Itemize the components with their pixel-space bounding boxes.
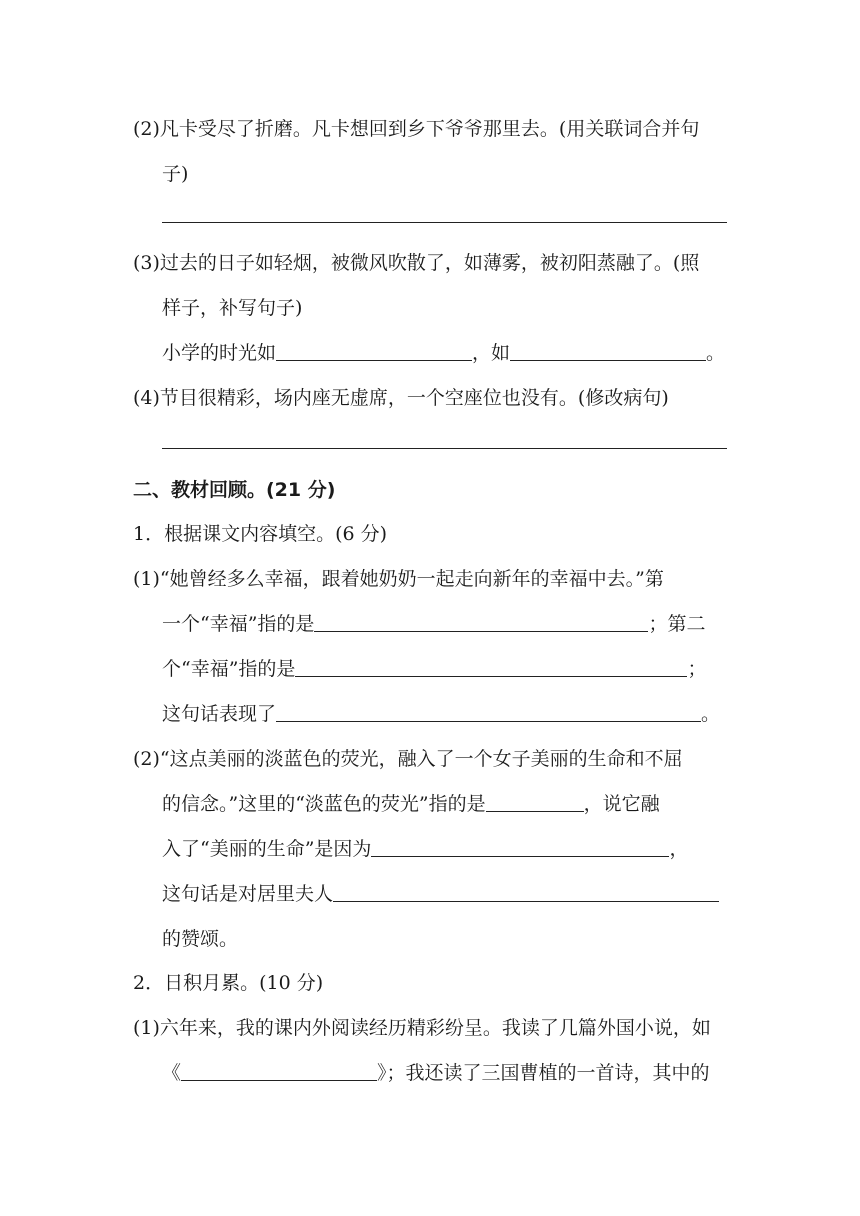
sub-question-1-fill-line bbox=[162, 611, 705, 637]
fill-text: ；第二 bbox=[648, 613, 706, 635]
answer-blank[interactable] bbox=[486, 793, 584, 812]
question-2-prompt-cont: 子) bbox=[162, 163, 189, 185]
fill-text: 个“幸福”指的是 bbox=[162, 658, 296, 680]
fill-text: 的信念。”这里的“淡蓝色的荧光”指的是 bbox=[162, 793, 486, 815]
answer-blank-line[interactable] bbox=[162, 222, 727, 223]
question-4-prompt: (4)节目很精彩，场内座无虚席，一个空座位也没有。(修改病句) bbox=[133, 387, 669, 409]
question-3-prompt-cont: 样子，补写句子) bbox=[162, 297, 303, 319]
fill-text: 。 bbox=[701, 703, 721, 725]
answer-blank[interactable] bbox=[314, 613, 648, 632]
answer-blank[interactable] bbox=[295, 658, 687, 677]
answer-blank-line[interactable] bbox=[162, 448, 727, 449]
sub-question-2-fill-line bbox=[162, 791, 660, 817]
question-2-prompt: (2)凡卡受尽了折磨。凡卡想回到乡下爷爷那里去。(用关联词合并句 bbox=[133, 118, 700, 140]
sub-question-1-fill-line bbox=[162, 1060, 710, 1086]
sub-question-1-fill-line bbox=[162, 656, 706, 682]
sub-question-2-prompt: (2)“这点美丽的淡蓝色的荧光，融入了一个女子美丽的生命和不屈 bbox=[133, 748, 683, 770]
answer-blank[interactable] bbox=[181, 1062, 377, 1081]
fill-text: 这句话是对居里夫人 bbox=[162, 883, 334, 905]
fill-text: ，如 bbox=[472, 342, 511, 364]
fill-text: 这句话表现了 bbox=[162, 703, 277, 725]
answer-blank[interactable] bbox=[276, 703, 701, 722]
answer-blank[interactable] bbox=[333, 883, 719, 902]
sub-question-1-fill-line bbox=[162, 701, 720, 727]
fill-text: 小学的时光如 bbox=[162, 342, 277, 364]
question-3-fill-line bbox=[162, 340, 725, 366]
section-heading: 二、教材回顾。(21 分) bbox=[133, 479, 336, 501]
answer-blank[interactable] bbox=[276, 342, 472, 361]
fill-text: 》；我还读了三国曹植的一首诗，其中的 bbox=[377, 1062, 710, 1084]
fill-text: 《 bbox=[162, 1062, 182, 1084]
question-1-title: 1．根据课文内容填空。(6 分) bbox=[133, 523, 388, 545]
sub-question-2-fill-line bbox=[162, 836, 688, 862]
question-3-prompt: (3)过去的日子如轻烟，被微风吹散了，如薄雾，被初阳蒸融了。(照 bbox=[133, 252, 700, 274]
fill-text: 入了“美丽的生命”是因为 bbox=[162, 838, 372, 860]
fill-text: ， bbox=[669, 838, 689, 860]
fill-text: 。 bbox=[706, 342, 726, 364]
question-2-title: 2．日积月累。(10 分) bbox=[133, 972, 324, 994]
sub-question-2-fill-line bbox=[162, 881, 719, 907]
sub-question-1-prompt: (1)“她曾经多么幸福，跟着她奶奶一起走向新年的幸福中去。”第 bbox=[133, 568, 664, 590]
fill-text: ，说它融 bbox=[583, 793, 660, 815]
answer-blank[interactable] bbox=[510, 342, 706, 361]
sub-question-2-prompt-end: 的赞颂。 bbox=[162, 928, 239, 950]
fill-text: 一个“幸福”指的是 bbox=[162, 613, 315, 635]
answer-blank[interactable] bbox=[371, 838, 669, 857]
fill-text: ； bbox=[687, 658, 707, 680]
sub-question-1-prompt: (1)六年来，我的课内外阅读经历精彩纷呈。我读了几篇外国小说，如 bbox=[133, 1017, 711, 1039]
